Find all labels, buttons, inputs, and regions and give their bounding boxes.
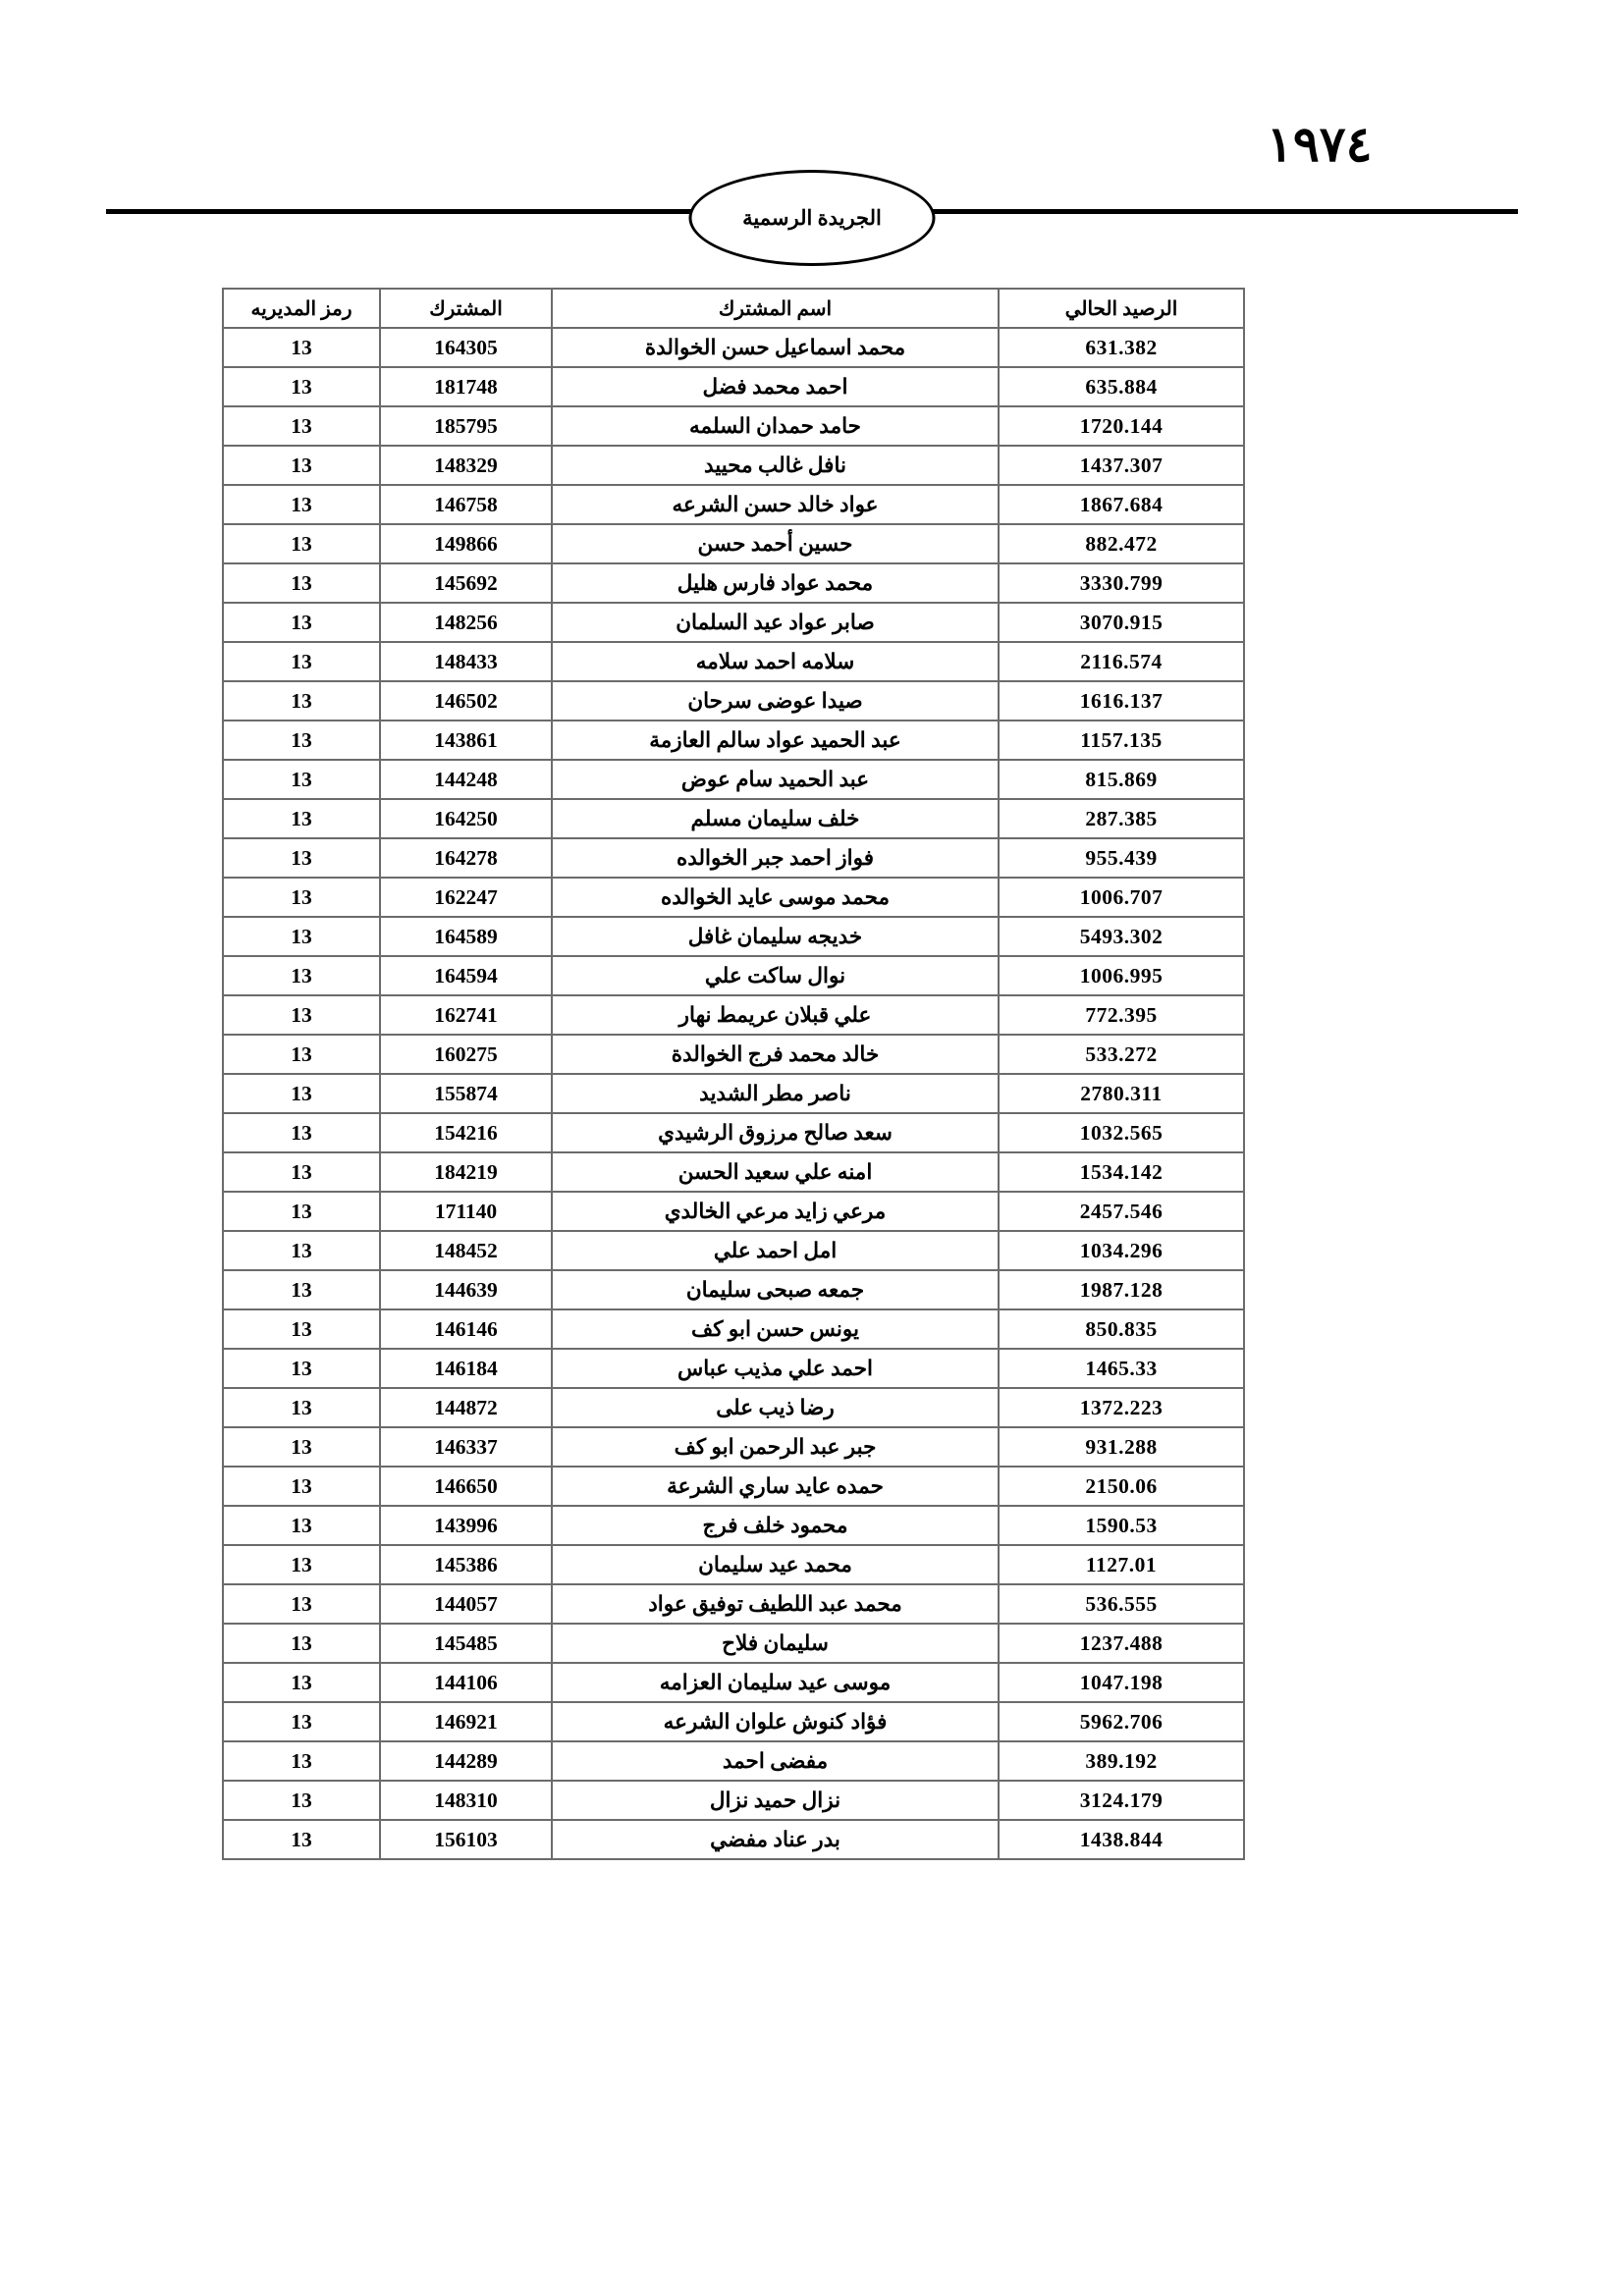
cell-directorate: 13 <box>223 1820 380 1859</box>
cell-directorate: 13 <box>223 1427 380 1467</box>
table-row <box>223 1741 1244 1781</box>
cell-subscriber: 184219 <box>380 1152 552 1192</box>
cell-directorate: 13 <box>223 681 380 721</box>
cell-subscriber: 160275 <box>380 1035 552 1074</box>
table-row <box>223 721 1244 760</box>
cell-subscriber: 144057 <box>380 1584 552 1624</box>
cell-name: ناصر مطر الشديد <box>552 1074 999 1113</box>
cell-directorate: 13 <box>223 328 380 367</box>
cell-directorate: 13 <box>223 1152 380 1192</box>
table-row <box>223 1388 1244 1427</box>
cell-balance: 5493.302 <box>999 917 1244 956</box>
cell-balance: 1157.135 <box>999 721 1244 760</box>
table-row <box>223 328 1244 367</box>
cell-balance: 3330.799 <box>999 563 1244 603</box>
cell-directorate: 13 <box>223 1309 380 1349</box>
cell-balance: 1032.565 <box>999 1113 1244 1152</box>
cell-name: عبد الحميد عواد سالم العازمة <box>552 721 999 760</box>
cell-name: حسين أحمد حسن <box>552 524 999 563</box>
cell-subscriber: 143861 <box>380 721 552 760</box>
table-row <box>223 838 1244 878</box>
cell-name: نوال ساكت علي <box>552 956 999 995</box>
cell-subscriber: 148329 <box>380 446 552 485</box>
cell-name: علي قبلان عريمط نهار <box>552 995 999 1035</box>
cell-balance: 931.288 <box>999 1427 1244 1467</box>
table-row <box>223 1467 1244 1506</box>
cell-directorate: 13 <box>223 995 380 1035</box>
cell-directorate: 13 <box>223 917 380 956</box>
cell-subscriber: 145692 <box>380 563 552 603</box>
table-row <box>223 406 1244 446</box>
cell-name: محمد عواد فارس هليل <box>552 563 999 603</box>
cell-balance: 1372.223 <box>999 1388 1244 1427</box>
cell-directorate: 13 <box>223 485 380 524</box>
cell-name: امل احمد علي <box>552 1231 999 1270</box>
cell-directorate: 13 <box>223 1702 380 1741</box>
cell-name: خلف سليمان مسلم <box>552 799 999 838</box>
cell-name: حامد حمدان السلمه <box>552 406 999 446</box>
table-row <box>223 1584 1244 1624</box>
cell-subscriber: 146337 <box>380 1427 552 1467</box>
cell-balance: 1437.307 <box>999 446 1244 485</box>
cell-balance: 1034.296 <box>999 1231 1244 1270</box>
table-row <box>223 1270 1244 1309</box>
cell-directorate: 13 <box>223 1506 380 1545</box>
table-row <box>223 446 1244 485</box>
cell-directorate: 13 <box>223 1781 380 1820</box>
subscribers-table <box>222 288 1245 1860</box>
cell-balance: 1237.488 <box>999 1624 1244 1663</box>
cell-name: خديجه سليمان غافل <box>552 917 999 956</box>
cell-directorate: 13 <box>223 367 380 406</box>
cell-directorate: 13 <box>223 1545 380 1584</box>
cell-balance: 635.884 <box>999 367 1244 406</box>
cell-balance: 1465.33 <box>999 1349 1244 1388</box>
cell-directorate: 13 <box>223 956 380 995</box>
table-row <box>223 1427 1244 1467</box>
table-row <box>223 1074 1244 1113</box>
cell-subscriber: 146184 <box>380 1349 552 1388</box>
cell-subscriber: 149866 <box>380 524 552 563</box>
cell-balance: 772.395 <box>999 995 1244 1035</box>
gazette-title-badge <box>689 170 936 266</box>
cell-name: نافل غالب محييد <box>552 446 999 485</box>
table-row <box>223 1781 1244 1820</box>
cell-directorate: 13 <box>223 1192 380 1231</box>
cell-subscriber: 146502 <box>380 681 552 721</box>
cell-directorate: 13 <box>223 1467 380 1506</box>
cell-subscriber: 143996 <box>380 1506 552 1545</box>
cell-name: سلامه احمد سلامه <box>552 642 999 681</box>
cell-subscriber: 146758 <box>380 485 552 524</box>
table-row <box>223 367 1244 406</box>
cell-balance: 955.439 <box>999 838 1244 878</box>
cell-balance: 2457.546 <box>999 1192 1244 1231</box>
cell-name: جمعه صبحى سليمان <box>552 1270 999 1309</box>
cell-name: فؤاد كنوش علوان الشرعه <box>552 1702 999 1741</box>
cell-name: صيدا عوضى سرحان <box>552 681 999 721</box>
cell-balance: 2116.574 <box>999 642 1244 681</box>
column-header-directorate: رمز المديريه <box>223 289 380 328</box>
column-header-balance: الرصيد الحالي <box>999 289 1244 328</box>
cell-balance: 287.385 <box>999 799 1244 838</box>
table-header-row <box>223 289 1244 328</box>
page-header <box>0 116 1624 234</box>
cell-balance: 3070.915 <box>999 603 1244 642</box>
cell-directorate: 13 <box>223 1349 380 1388</box>
cell-name: امنه علي سعيد الحسن <box>552 1152 999 1192</box>
cell-balance: 882.472 <box>999 524 1244 563</box>
cell-name: خالد محمد فرج الخوالدة <box>552 1035 999 1074</box>
table-row <box>223 1192 1244 1231</box>
cell-balance: 1438.844 <box>999 1820 1244 1859</box>
table-row <box>223 1545 1244 1584</box>
cell-name: عواد خالد حسن الشرعه <box>552 485 999 524</box>
cell-name: محمود خلف فرج <box>552 1506 999 1545</box>
table-row <box>223 1820 1244 1859</box>
cell-name: يونس حسن ابو كف <box>552 1309 999 1349</box>
column-header-name: اسم المشترك <box>552 289 999 328</box>
table-row <box>223 1231 1244 1270</box>
table-row <box>223 1702 1244 1741</box>
cell-balance: 2150.06 <box>999 1467 1244 1506</box>
cell-subscriber: 146921 <box>380 1702 552 1741</box>
cell-subscriber: 148256 <box>380 603 552 642</box>
cell-subscriber: 144248 <box>380 760 552 799</box>
cell-directorate: 13 <box>223 838 380 878</box>
cell-balance: 2780.311 <box>999 1074 1244 1113</box>
cell-name: احمد محمد فضل <box>552 367 999 406</box>
table-row <box>223 799 1244 838</box>
cell-directorate: 13 <box>223 878 380 917</box>
cell-directorate: 13 <box>223 1624 380 1663</box>
cell-balance: 1987.128 <box>999 1270 1244 1309</box>
table-row <box>223 485 1244 524</box>
cell-directorate: 13 <box>223 446 380 485</box>
cell-name: محمد اسماعيل حسن الخوالدة <box>552 328 999 367</box>
table-row <box>223 642 1244 681</box>
cell-directorate: 13 <box>223 603 380 642</box>
cell-balance: 631.382 <box>999 328 1244 367</box>
cell-directorate: 13 <box>223 563 380 603</box>
cell-balance: 1047.198 <box>999 1663 1244 1702</box>
cell-directorate: 13 <box>223 760 380 799</box>
table-row <box>223 603 1244 642</box>
cell-name: احمد علي مذيب عباس <box>552 1349 999 1388</box>
table-row <box>223 563 1244 603</box>
cell-balance: 1534.142 <box>999 1152 1244 1192</box>
cell-subscriber: 181748 <box>380 367 552 406</box>
cell-subscriber: 156103 <box>380 1820 552 1859</box>
cell-directorate: 13 <box>223 1388 380 1427</box>
cell-directorate: 13 <box>223 1231 380 1270</box>
cell-name: عبد الحميد سام عوض <box>552 760 999 799</box>
cell-directorate: 13 <box>223 1035 380 1074</box>
subscribers-table-container <box>224 288 1245 1860</box>
cell-subscriber: 146146 <box>380 1309 552 1349</box>
cell-subscriber: 164250 <box>380 799 552 838</box>
table-row <box>223 1663 1244 1702</box>
cell-directorate: 13 <box>223 1584 380 1624</box>
cell-name: محمد عبد اللطيف توفيق عواد <box>552 1584 999 1624</box>
table-row <box>223 681 1244 721</box>
cell-balance: 389.192 <box>999 1741 1244 1781</box>
cell-directorate: 13 <box>223 1741 380 1781</box>
table-row <box>223 1152 1244 1192</box>
cell-subscriber: 162741 <box>380 995 552 1035</box>
table-row <box>223 995 1244 1035</box>
table-row <box>223 956 1244 995</box>
page-number: ١٩٧٤ <box>1267 117 1373 172</box>
cell-name: محمد عيد سليمان <box>552 1545 999 1584</box>
table-row <box>223 1624 1244 1663</box>
cell-directorate: 13 <box>223 642 380 681</box>
cell-directorate: 13 <box>223 406 380 446</box>
cell-name: نزال حميد نزال <box>552 1781 999 1820</box>
cell-name: مرعي زايد مرعي الخالدي <box>552 1192 999 1231</box>
cell-name: مفضى احمد <box>552 1741 999 1781</box>
cell-subscriber: 155874 <box>380 1074 552 1113</box>
cell-subscriber: 148452 <box>380 1231 552 1270</box>
table-row <box>223 1506 1244 1545</box>
cell-balance: 850.835 <box>999 1309 1244 1349</box>
table-row <box>223 524 1244 563</box>
cell-directorate: 13 <box>223 799 380 838</box>
cell-name: موسى عيد سليمان العزامه <box>552 1663 999 1702</box>
cell-subscriber: 144872 <box>380 1388 552 1427</box>
cell-balance: 1867.684 <box>999 485 1244 524</box>
cell-subscriber: 144106 <box>380 1663 552 1702</box>
cell-subscriber: 164589 <box>380 917 552 956</box>
cell-subscriber: 148310 <box>380 1781 552 1820</box>
cell-directorate: 13 <box>223 1074 380 1113</box>
cell-directorate: 13 <box>223 1113 380 1152</box>
cell-subscriber: 164594 <box>380 956 552 995</box>
cell-balance: 1590.53 <box>999 1506 1244 1545</box>
table-row <box>223 1035 1244 1074</box>
cell-name: صابر عواد عيد السلمان <box>552 603 999 642</box>
cell-name: رضا ذيب على <box>552 1388 999 1427</box>
cell-directorate: 13 <box>223 524 380 563</box>
table-row <box>223 1113 1244 1152</box>
gazette-title-label: الجريدة الرسمية <box>742 205 882 230</box>
cell-balance: 1720.144 <box>999 406 1244 446</box>
table-row <box>223 760 1244 799</box>
cell-subscriber: 145386 <box>380 1545 552 1584</box>
cell-name: بدر عناد مفضي <box>552 1820 999 1859</box>
cell-directorate: 13 <box>223 721 380 760</box>
cell-directorate: 13 <box>223 1663 380 1702</box>
cell-balance: 815.869 <box>999 760 1244 799</box>
cell-balance: 1127.01 <box>999 1545 1244 1584</box>
table-row <box>223 1309 1244 1349</box>
cell-balance: 1006.707 <box>999 878 1244 917</box>
cell-balance: 1616.137 <box>999 681 1244 721</box>
table-row <box>223 917 1244 956</box>
cell-balance: 536.555 <box>999 1584 1244 1624</box>
cell-name: حمده عايد ساري الشرعة <box>552 1467 999 1506</box>
cell-name: فواز احمد جبر الخوالده <box>552 838 999 878</box>
table-row <box>223 878 1244 917</box>
cell-subscriber: 144289 <box>380 1741 552 1781</box>
column-header-subscriber: المشترك <box>380 289 552 328</box>
cell-name: محمد موسى عايد الخوالده <box>552 878 999 917</box>
cell-subscriber: 162247 <box>380 878 552 917</box>
cell-name: سليمان فلاح <box>552 1624 999 1663</box>
cell-subscriber: 185795 <box>380 406 552 446</box>
cell-name: جبر عبد الرحمن ابو كف <box>552 1427 999 1467</box>
cell-subscriber: 146650 <box>380 1467 552 1506</box>
cell-name: سعد صالح مرزوق الرشيدي <box>552 1113 999 1152</box>
cell-subscriber: 164305 <box>380 328 552 367</box>
cell-subscriber: 164278 <box>380 838 552 878</box>
cell-balance: 1006.995 <box>999 956 1244 995</box>
cell-subscriber: 171140 <box>380 1192 552 1231</box>
table-body <box>223 328 1244 1859</box>
table-row <box>223 1349 1244 1388</box>
cell-balance: 533.272 <box>999 1035 1244 1074</box>
cell-directorate: 13 <box>223 1270 380 1309</box>
cell-subscriber: 145485 <box>380 1624 552 1663</box>
cell-balance: 3124.179 <box>999 1781 1244 1820</box>
cell-subscriber: 144639 <box>380 1270 552 1309</box>
cell-balance: 5962.706 <box>999 1702 1244 1741</box>
cell-subscriber: 154216 <box>380 1113 552 1152</box>
cell-subscriber: 148433 <box>380 642 552 681</box>
